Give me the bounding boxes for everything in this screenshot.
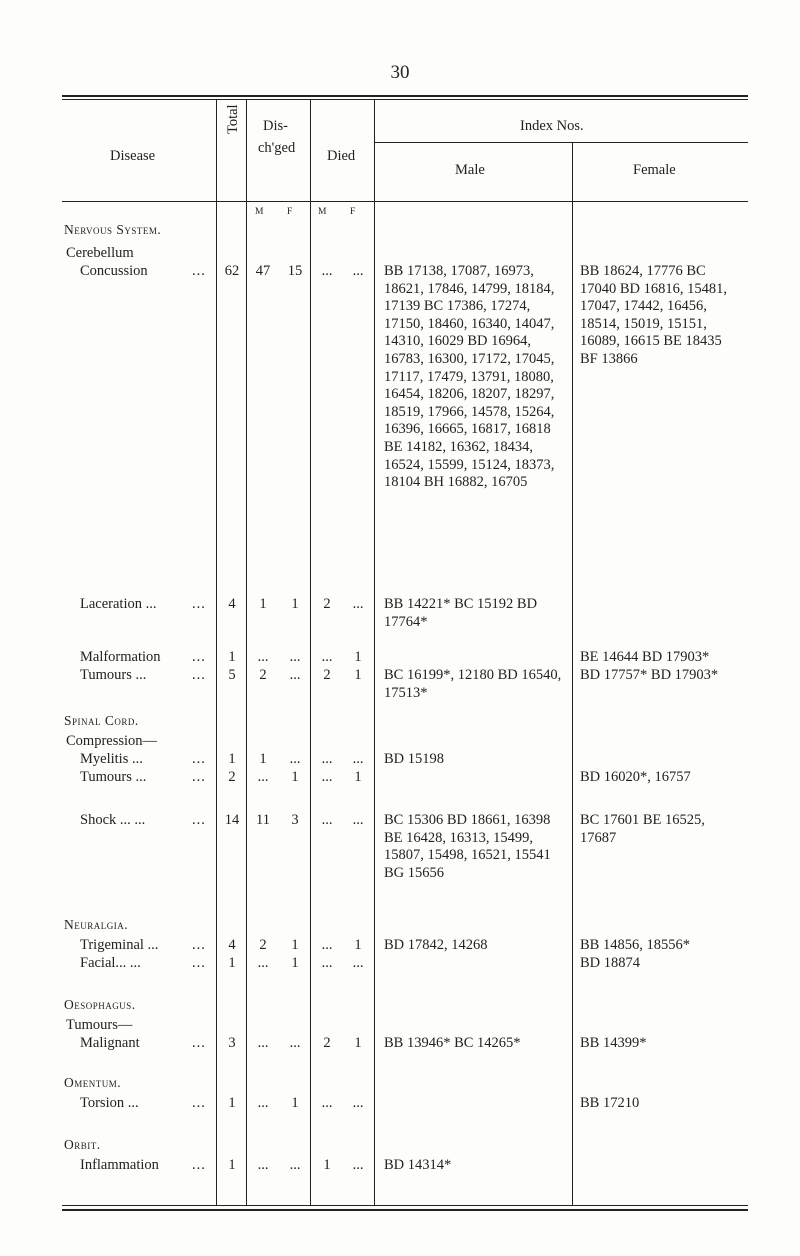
disease-name: Facial... ... (80, 955, 141, 971)
leader-dots: ... (192, 769, 206, 785)
total-count: 3 (228, 1035, 236, 1051)
table-bottom-rule-outer (62, 1209, 748, 1211)
died-female: 1 (354, 649, 362, 665)
discharged-female: ... (289, 649, 301, 665)
died-male: ... (321, 751, 333, 767)
male-index-numbers: BD 14314* (384, 1157, 452, 1173)
disease-name: Malformation (80, 649, 161, 665)
died-female: ... (352, 1157, 364, 1173)
total-count: 1 (228, 1095, 236, 1111)
discharged-female: 1 (291, 1095, 299, 1111)
died-female: 1 (354, 769, 362, 785)
section-heading: Nervous System. (64, 222, 162, 237)
total-count: 1 (228, 1157, 236, 1173)
male-index-numbers: BC 16199*, 12180 BD 16540, 17513* (384, 667, 562, 701)
index-sub-rule (374, 142, 748, 143)
disease-name: Malignant (80, 1035, 140, 1051)
discharged-female: 1 (291, 955, 299, 971)
header-bottom-rule (62, 201, 748, 202)
male-index-numbers: BD 15198 (384, 751, 445, 767)
discharged-female: ... (289, 1157, 301, 1173)
section-heading: Oesophagus. (64, 997, 136, 1012)
leader-dots: ... (192, 1035, 206, 1051)
total-count: 1 (228, 649, 236, 665)
col-divider-died (310, 99, 311, 1205)
discharged-female: 1 (291, 937, 299, 953)
died-female: ... (352, 751, 364, 767)
female-index-numbers: BD 17757* BD 17903* (580, 667, 719, 683)
female-index-numbers: BB 14399* (580, 1035, 647, 1051)
disease-name: Laceration ... (80, 596, 157, 612)
discharged-male: 1 (259, 751, 267, 767)
died-female: ... (352, 1095, 364, 1111)
disease-name: Concussion (80, 263, 148, 279)
female-index-numbers: BB 18624, 17776 BC 17040 BD 16816, 15481, 17047, 17442, 16456, 18514, 15019, 15151, 16089, 16615 BE 18435 BF 13866 (580, 263, 728, 367)
section-heading: Neuralgia. (64, 917, 129, 932)
male-index-numbers: BB 13946* BC 14265* (384, 1035, 521, 1051)
subsection-heading: Tumours— (66, 1017, 133, 1033)
male-index-numbers: BB 17138, 17087, 16973, 18621, 17846, 14799, 18184, 17139 BC 17386, 17274, 17150, 18460, 16340, 14047, 14310, 16029 BD 16964, 16783, 16300, 17172, 17045, 17117, 17479, 13791, 18080, 16454, 18206, 18207, 18297, 18519, 17966, 14578, 15264, 16396, 16665, 16817, 16818 BE 14182, 16362, 18434, 16524, 15599, 15124, 18373, 18104 BH 16882, 16705 (384, 263, 555, 491)
header-male: Male (455, 162, 485, 178)
col-divider-male-female (572, 142, 573, 1205)
died-female: ... (352, 812, 364, 828)
discharged-male: ... (257, 955, 269, 971)
female-index-numbers: BE 14644 BD 17903* (580, 649, 710, 665)
discharged-male: 2 (259, 937, 267, 953)
total-count: 62 (224, 263, 240, 279)
header-dis-m: M (255, 207, 264, 217)
table-top-rule-inner (62, 99, 748, 100)
discharged-female: ... (289, 667, 301, 683)
female-index-numbers: BD 16020*, 16757 (580, 769, 691, 785)
total-count: 5 (228, 667, 236, 683)
died-female: 1 (354, 667, 362, 683)
died-male: ... (321, 649, 333, 665)
died-female: 1 (354, 937, 362, 953)
discharged-male: 2 (259, 667, 267, 683)
discharged-female: ... (289, 751, 301, 767)
disease-name: Torsion ... (80, 1095, 139, 1111)
total-count: 1 (228, 955, 236, 971)
total-count: 14 (224, 812, 240, 828)
discharged-female: 3 (291, 812, 299, 828)
header-disease: Disease (110, 148, 156, 164)
died-male: ... (321, 1095, 333, 1111)
section-heading: Spinal Cord. (64, 713, 139, 728)
subsection-heading: Compression— (66, 733, 158, 749)
female-index-numbers: BD 18874 (580, 955, 641, 971)
header-female: Female (633, 162, 676, 178)
subsection-heading: Cerebellum (66, 245, 134, 261)
leader-dots: ... (192, 955, 206, 971)
disease-name: Trigeminal ... (80, 937, 159, 953)
died-male: 2 (323, 667, 331, 683)
died-male: ... (321, 937, 333, 953)
table-bottom-rule (62, 1205, 748, 1206)
died-female: 1 (354, 1035, 362, 1051)
died-male: 2 (323, 1035, 331, 1051)
died-male: 2 (323, 596, 331, 612)
section-heading: Omentum. (64, 1075, 122, 1090)
discharged-male: ... (257, 769, 269, 785)
disease-name: Tumours ... (80, 667, 147, 683)
col-divider-dis (246, 99, 247, 1205)
died-male: ... (321, 955, 333, 971)
header-died: Died (327, 148, 356, 164)
female-index-numbers: BB 17210 (580, 1095, 640, 1111)
leader-dots: ... (192, 1157, 206, 1173)
leader-dots: ... (192, 649, 206, 665)
disease-name: Inflammation (80, 1157, 159, 1173)
disease-name: Shock ... ... (80, 812, 146, 828)
total-count: 4 (228, 596, 236, 612)
discharged-male: ... (257, 1035, 269, 1051)
total-count: 2 (228, 769, 236, 785)
discharged-male: ... (257, 649, 269, 665)
header-index: Index Nos. (520, 118, 584, 134)
header-total: Total (225, 104, 241, 134)
header-dis-f: F (287, 207, 293, 217)
died-male: 1 (323, 1157, 331, 1173)
header-dis-line1: Dis- (263, 118, 288, 134)
discharged-male: ... (257, 1095, 269, 1111)
section-heading: Orbit. (64, 1137, 101, 1152)
discharged-female: 15 (287, 263, 303, 279)
died-male: ... (321, 769, 333, 785)
discharged-female: ... (289, 1035, 301, 1051)
leader-dots: ... (192, 812, 206, 828)
discharged-male: 47 (255, 263, 271, 279)
header-dis-line2: ch'ged (258, 140, 296, 156)
leader-dots: ... (192, 263, 206, 279)
discharged-male: 11 (256, 812, 270, 828)
col-divider-total (216, 99, 217, 1205)
died-male: ... (321, 812, 333, 828)
leader-dots: ... (192, 667, 206, 683)
discharged-male: 1 (259, 596, 267, 612)
page-number: 30 (390, 62, 410, 83)
header-died-m: M (318, 207, 327, 217)
died-female: ... (352, 955, 364, 971)
leader-dots: ... (192, 751, 206, 767)
female-index-numbers: BC 17601 BE 16525, 17687 (580, 812, 705, 846)
leader-dots: ... (192, 1095, 206, 1111)
female-index-numbers: BB 14856, 18556* (580, 937, 690, 953)
male-index-numbers: BB 14221* BC 15192 BD 17764* (384, 596, 538, 630)
col-divider-index (374, 99, 375, 1205)
leader-dots: ... (192, 596, 206, 612)
total-count: 1 (228, 751, 236, 767)
male-index-numbers: BC 15306 BD 18661, 16398 BE 16428, 16313, 15499, 15807, 15498, 16521, 15541 BG 15656 (384, 812, 551, 881)
discharged-male: ... (257, 1157, 269, 1173)
male-index-numbers: BD 17842, 14268 (384, 937, 488, 953)
discharged-female: 1 (291, 596, 299, 612)
leader-dots: ... (192, 937, 206, 953)
header-died-f: F (350, 207, 356, 217)
disease-name: Tumours ... (80, 769, 147, 785)
total-count: 4 (228, 937, 236, 953)
died-female: ... (352, 263, 364, 279)
discharged-female: 1 (291, 769, 299, 785)
table-top-rule (62, 95, 748, 97)
disease-name: Myelitis ... (80, 751, 143, 767)
died-female: ... (352, 596, 364, 612)
died-male: ... (321, 263, 333, 279)
